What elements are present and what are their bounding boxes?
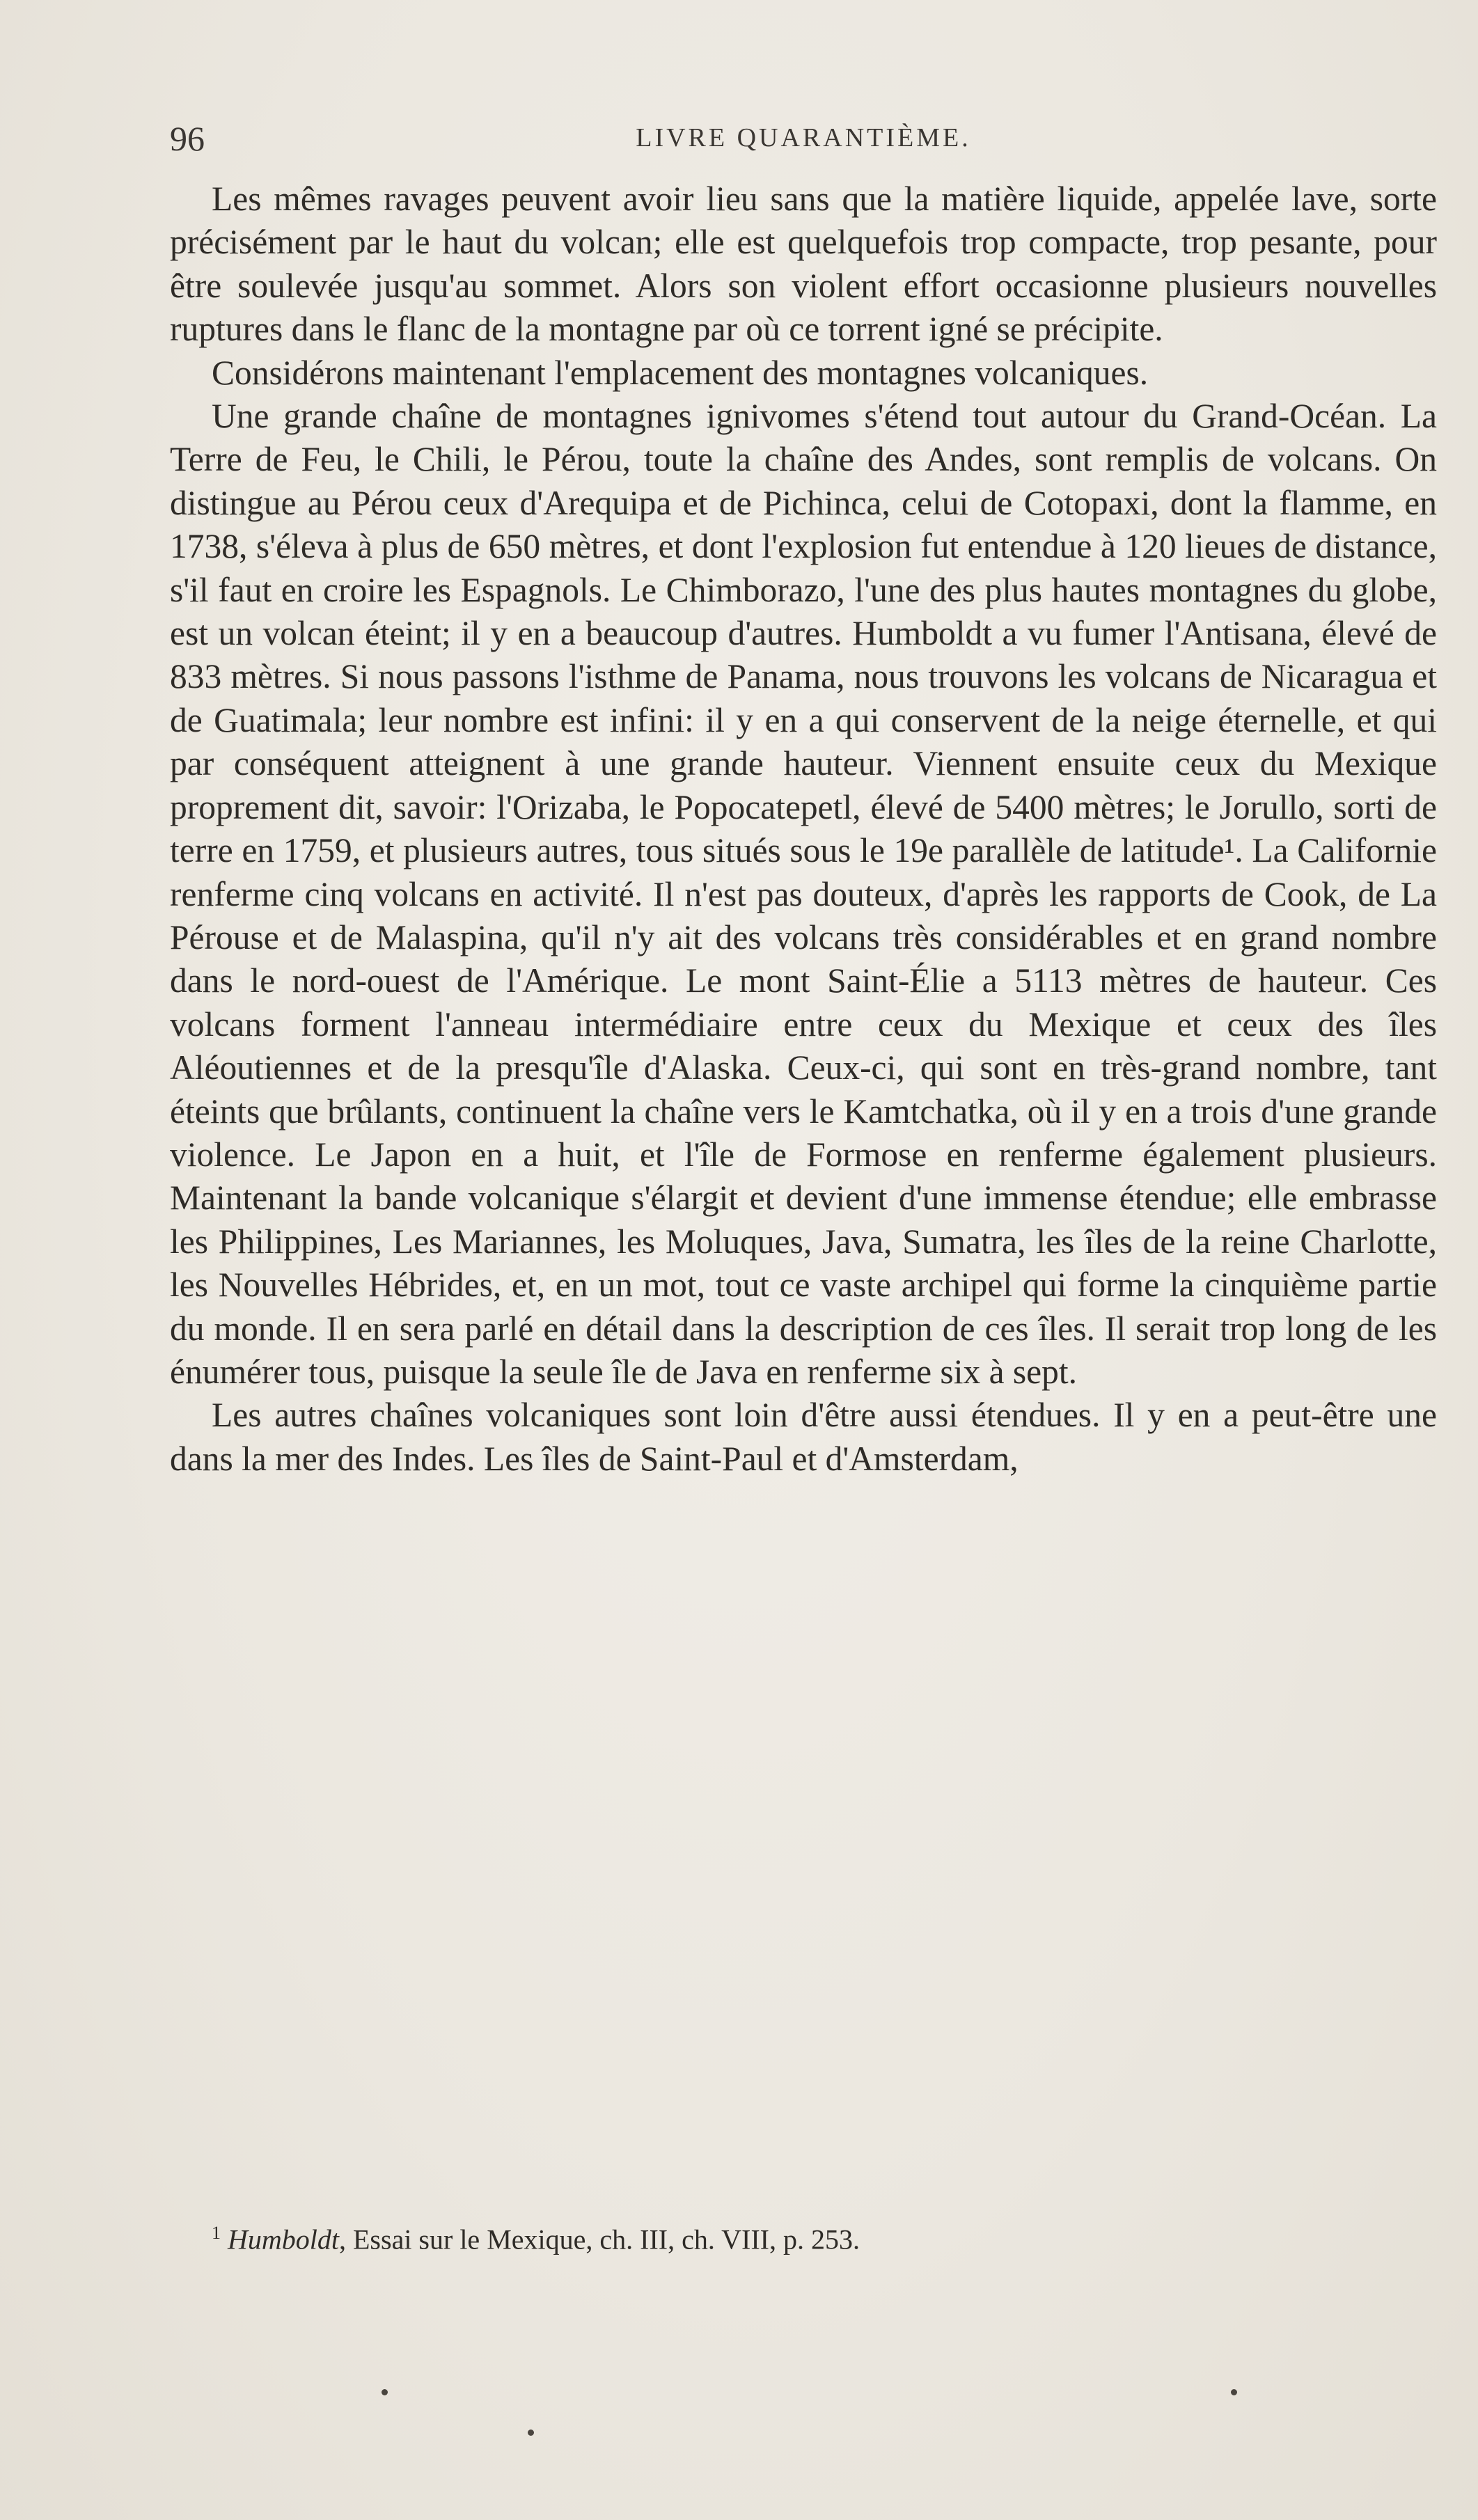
ink-speck bbox=[528, 2430, 534, 2436]
paragraph-lava: Les mêmes ravages peuvent avoir lieu sans que la matière liquide, appelée lave, sorte précisément par le haut du volcan; elle est quelquefois trop compacte, trop pesante, pour être soulevée jusqu'au sommet. Alors son violent effort occasionne plusieurs nouvelles ruptures dans le flanc de la montagne par où ce torrent igné se précipite. bbox=[170, 180, 1437, 349]
ink-speck bbox=[382, 2389, 388, 2395]
paragraph-volcanic-chain: Une grande chaîne de montagnes ignivomes s'étend tout autour du Grand-Océan. La Terre de Feu, le Chili, le Pérou, toute la chaîne des Andes, sont remplis de volcans. On distingue au Pérou ceux d'Arequipa et de Pichinca, celui de Cotopaxi, dont la flamme, en 1738, s'éleva à plus de 650 mètres, et dont l'explosion fut entendue à 120 lieues de distance, s'il faut en croire les Espagnols. Le Chimborazo, l'une des plus hautes montagnes du globe, est un volcan éteint; il y en a beaucoup d'autres. Humboldt a vu fumer l'Antisana, élevé de 833 mètres. Si nous passons l'isthme de Panama, nous trouvons les volcans de Nicaragua et de Guatimala; leur nombre est infini: il y en a qui conservent de la neige éternelle, et qui par conséquent atteignent à une grande hauteur. Viennent ensuite ceux du Mexique proprement dit, savoir: l'Orizaba, le Popocatepetl, élevé de 5400 mètres; le Jorullo, sorti de terre en 1759, et plusieurs autres, tous situés sous le 19e parallèle de latitude¹. La Californie renferme cinq volcans en activité. Il n'est pas douteux, d'après les rapports de Cook, de La Pérouse et de Malaspina, qu'il n'y ait des volcans très considérables et en grand nombre dans le nord-ouest de l'Amérique. Le mont Saint-Élie a 5113 mètres de hauteur. Ces volcans forment l'anneau intermédiaire entre ceux du Mexique et ceux des îles Aléoutiennes et de la presqu'île d'Alaska. Ceux-ci, qui sont en très-grand nombre, tant éteints que brûlants, continuent la chaîne vers le Kamtchatka, où il y en a trois d'une grande violence. Le Japon en a huit, et l'île de Formose en renferme également plusieurs. Maintenant la bande volcanique s'élargit et devient d'une immense étendue; elle embrasse les Philippines, Les Mariannes, les Moluques, Java, Sumatra, les îles de la reine Charlotte, les Nouvelles Hébrides, et, en un mot, tout ce vaste archipel qui forme la cinquième partie du monde. Il en sera parlé en détail dans la description de ces îles. Il serait trop long de les énumérer tous, puisque la seule île de Java en renferme six à sept. bbox=[170, 397, 1437, 1391]
page-number: 96 bbox=[170, 119, 205, 158]
footnote-marker: 1 bbox=[212, 2223, 221, 2243]
page-header bbox=[170, 118, 1437, 174]
running-title: LIVRE QUARANTIÈME. bbox=[636, 123, 971, 152]
footnote-text: , Essai sur le Mexique, ch. III, ch. VIII, p. 253. bbox=[339, 2223, 860, 2255]
footnote-author: Humboldt bbox=[228, 2223, 339, 2255]
footnote bbox=[170, 2214, 1437, 2259]
paragraph-other-chains: Les autres chaînes volcaniques sont loin d'être aussi étendues. Il y en a peut-être une dans la mer des Indes. Les îles de Saint-Paul et d'Amsterdam, bbox=[170, 1396, 1437, 1478]
body-text bbox=[170, 178, 1437, 1481]
ink-speck bbox=[1231, 2389, 1237, 2395]
paragraph-emplacement: Considérons maintenant l'emplacement des montagnes volcaniques. bbox=[212, 353, 1149, 392]
